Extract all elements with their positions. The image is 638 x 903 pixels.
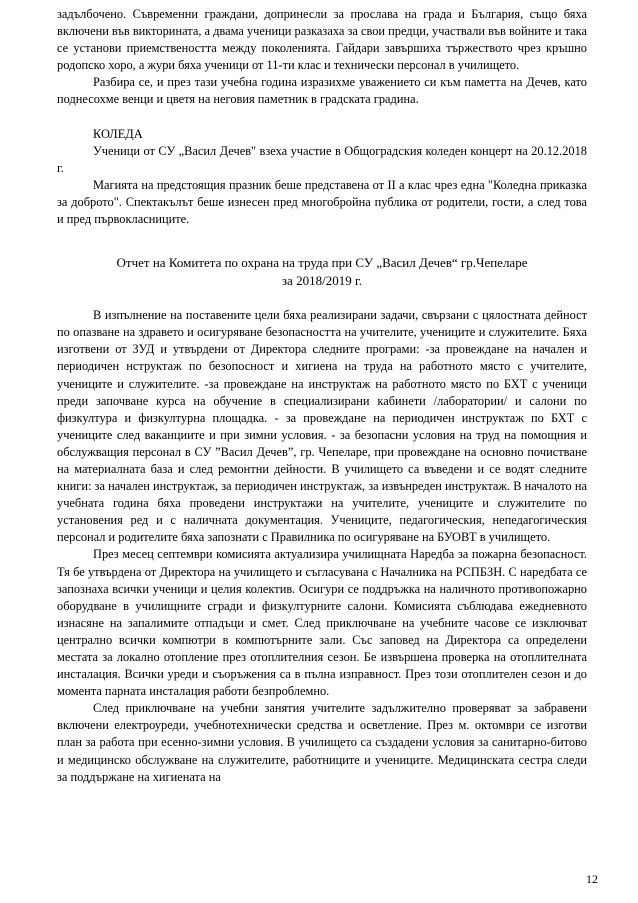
spacer <box>57 228 587 254</box>
paragraph-memorial: Разбира се, и през тази учебна година изразихме уважението си към паметта на Дечев, като поднесохме венци и цветя на неговия паметник в градската градина. <box>57 75 587 107</box>
report-heading-line2: за 2018/2019 г. <box>281 273 363 289</box>
paragraph-report-1: В изпълнение на поставените цели бяха реализирани задачи, свързани с цялостната дейност по опазване на здравето и осигуряване безопасността на учителите, учениците и служителите. Бяха изготвени от ЗУД и утвърдени от Директора следните програми: -за провеждане на начален и периодичен нструктаж по безопосност и хигиена на труда на работното място с учителите, учениците и служителите. -за провеждане на инструктаж на работното място по БХТ с ученици преди започване курса на обучение в специализирани кабинети /лаборатории/ и салони по физкултура и физкултурна площадка. - за провеждане на периодичен инструктаж по БХТ с учениците след ваканциите и при зимни условия. - за безопасни условия на труд на помощния и обслужващия персонал в СУ ”Васил Дечев”, гр. Чепеларе, при провеждане на основно почистване на материалната база и след ремонтни дейности. В училището са въведени и се водят следните книги: за начален инструктаж, за периодичен инструктаж, за извънреден инструктаж. В началото на учебната година бяха проведени инструктажи на учителите, учениците и служителите по установения ред и с наличната документация. Учениците, педагогическия, непедагогическия персонал и родителите бяха запознати с Правилника по осигуряване на БУОВТ в училището. <box>57 308 587 545</box>
page-number: 12 <box>586 872 598 886</box>
paragraph-koleda-play: Магията на предстоящия празник беше представена от II а клас чрез една "Коледна приказка за доброто". Спектакълът беше изнесен пред многобройна публика от родители, гости, а след това и пред първокласниците. <box>57 177 587 227</box>
section-title-koleda: КОЛЕДА <box>93 126 143 141</box>
paragraph-report-3: След приключване на учебни занятия учителите задължително проверяват за забравени включени електроуреди, учебнотехнически средства и осветление. През м. октомври се изготви план за работа при есенно-зимни условия. В училището са създадени условия за санитарно-битово и медицинско обслужване на служителите, работниците и учениците. Медицинската сестра следи за поддържане на хигиената на <box>57 701 587 784</box>
spacer <box>57 290 587 307</box>
spacer <box>57 109 587 126</box>
paragraph-report-2: През месец септември комисията актуализира училищната Наредба за пожарна безопасност. Тя бе утвърдена от Директора на училището и съгласувана с Началника на РСПБЗН. С наредбата се запознаха всички ученици и целия колектив. Осигури се поддръжка на наличното противопожарно оборудване в училищните сгради и физкултурните салони. Комисията съблюдава ежедневното изнасяне на запалимите отпадъци и смет. След приключване на учебните часове се изключват централно всички компютри в компютърните зали. Със заповед на Директора са определени местата за локално отопление през отоплителния сезон. Бе извършена проверка на отоплителната инсталация. Всички уреди и съоръжения са в пълна изправност. През този отоплителен сезон и до момента парната инсталация работи безпроблемно. <box>57 547 587 699</box>
page-content <box>57 6 587 786</box>
paragraph-continuation: задълбочено. Съвременни граждани, допринесли за прослава на града и България, също бяха включени във викторината, а двама ученици разказаха за свои предци, участвали във войните и така се установи приемствеността между поколенията. Гайдари завършиха тържеството чрез кръшно родопско хоро, а жури бяха ученици от 11-ти клас и технически персонал в училището. <box>57 7 587 73</box>
paragraph-koleda-concert: Ученици от СУ „Васил Дечев" взеха участие в Общоградския коледен концерт на 20.12.2018 г. <box>57 143 587 175</box>
report-heading-line1: Отчет на Комитета по охрана на труда при СУ „Васил Дечев“ гр.Чепеларе <box>116 255 528 271</box>
